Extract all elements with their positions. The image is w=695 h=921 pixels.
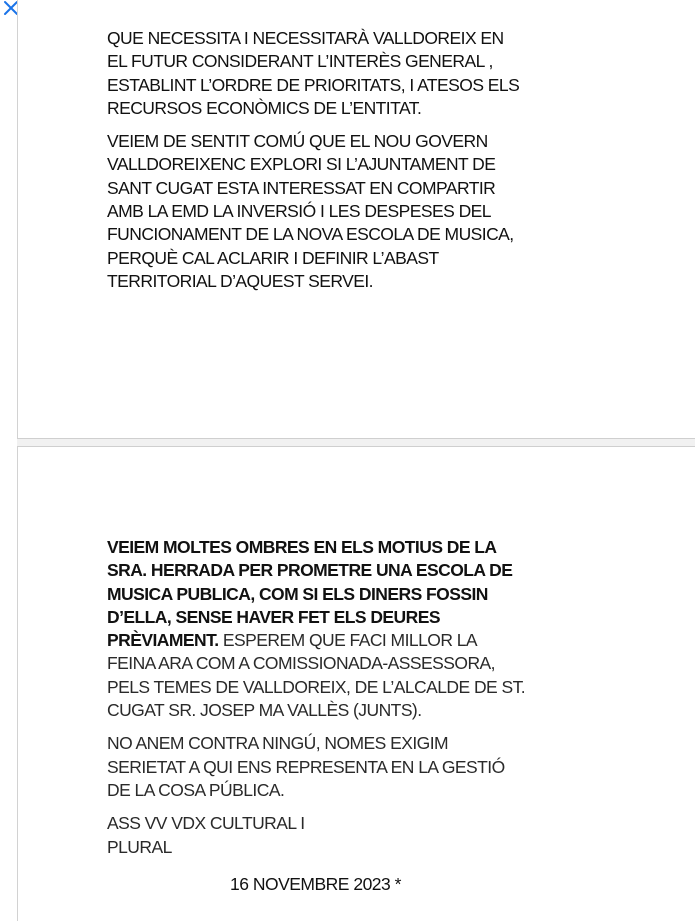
page-separator <box>17 439 695 446</box>
page-1-paragraph: QUE NECESSITA I NECESSITARÀ VALLDOREIX EN EL FUTUR CONSIDERANT L’INTERÈS GENERAL , ESTABLINT L’ORDRE DE PRIORITATS, I ATESOS ELS RECURSOS ECONÒMICS DE L’ENTITAT. <box>107 28 520 118</box>
document-date: 16 NOVEMBRE 2023 * <box>230 874 401 894</box>
page-2-paragraph-2: NO ANEM CONTRA NINGÚ, NOMES EXIGIM SERIETAT A QUI ENS REPRESENTA EN LA GESTIÓ DE LA COSA PÚBLICA. <box>107 733 505 800</box>
regular-text: ESPEREM QUE FACI MILLOR LA FEINA ARA COM A COMISSIONADA-ASSESSORA, PELS TEMES DE VALLDOREIX, DE L’ALCALDE DE ST. CUGAT SR. JOSEP MA VALLÈS (JUNTS). <box>107 630 526 721</box>
emphasized-text: VEIEM MOLTES OMBRES EN ELS MOTIUS DE LA SRA. HERRADA PER PROMETRE UNA ESCOLA DE MUSICA PUBLICA, COM SI ELS DINERS FOSSIN D’ELLA, SENSE HAVER FET ELS DEURES PRÈVIAMENT. <box>107 537 513 651</box>
signature: ASS VV VDX CULTURAL I PLURAL <box>107 813 305 857</box>
page-2-text <box>107 536 577 869</box>
page-2-paragraph-1 <box>107 536 577 722</box>
page-1-paragraph: VEIEM DE SENTIT COMÚ QUE EL NOU GOVERN VALLDOREIXENC EXPLORI SI L’AJUNTAMENT DE SANT CUGAT ESTA INTERESSAT EN COMPARTIR AMB LA EMD LA INVERSIÓ I LES DESPESES DEL FUNCIONAMENT DE LA NOVA ESCOLA DE MUSICA, PERQUÈ CAL ACLARIR I DEFINIR L’ABAST TERRITORIAL D’AQUEST SERVEI. <box>107 131 514 291</box>
page-1-text <box>107 27 577 303</box>
